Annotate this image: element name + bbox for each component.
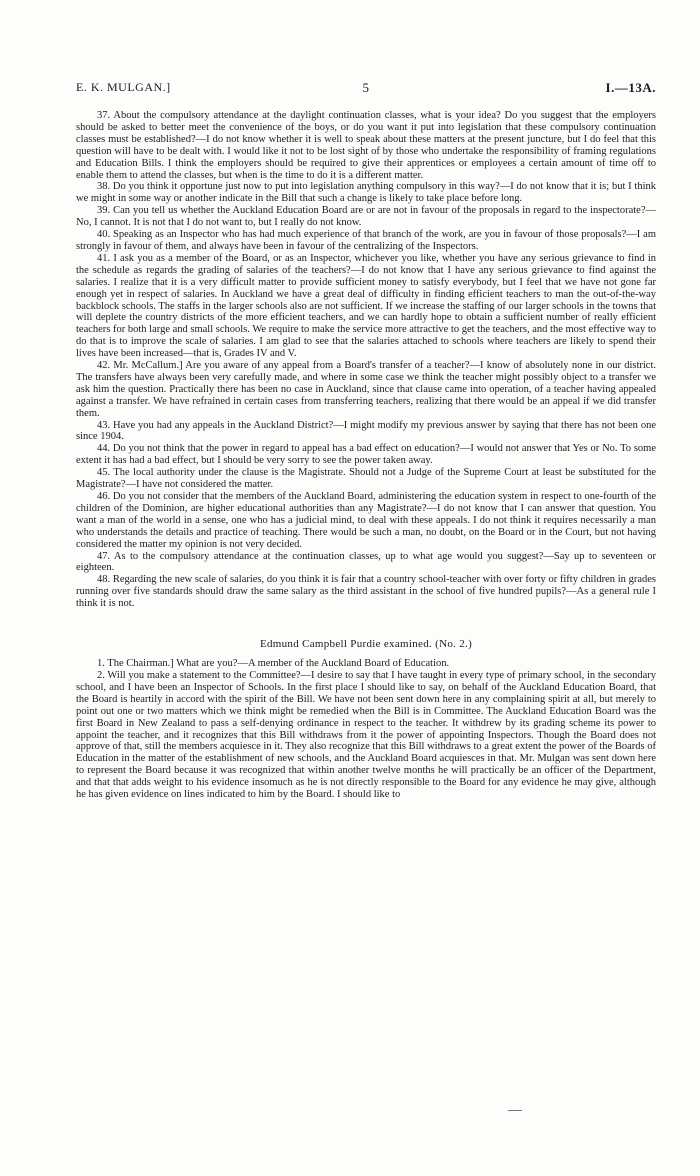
- document-reference: I.—13A.: [605, 80, 656, 95]
- question-38: 38. Do you think it opportune just now to put into legislation anything compulsory in this way?—I do not know that it is; but I think we might in some way or another indicate in the Bill that such a change is likely to take place before long.: [76, 181, 656, 205]
- question-48: 48. Regarding the new scale of salaries, do you think it is fair that a country school-teacher with over forty or fifty children in grades running over five standards should draw the same salary as the third assistant in the school of five hundred pupils?—As a general rule I think it is not.: [76, 574, 656, 610]
- question-45: 45. The local authority under the clause is the Magistrate. Should not a Judge of the Supreme Court at least be substituted for the Magistrate?—I have not considered the matter.: [76, 467, 656, 491]
- witness-heading: Edmund Campbell Purdie examined. (No. 2.): [259, 638, 473, 651]
- witness-question-2: 2. Will you make a statement to the Committee?—I desire to say that I have taught in every type of primary school, in the secondary school, and I have been an Inspector of Schools. In the first place I should like to say, on behalf of the Auckland Education Board, that the Board is heartily in accord with the spirit of the Bill. We have not been sent down here in any complaining spirit at all, but merely to point out one or two matters which we think might be remedied when the Bill is in Committee. The Auckland Education Board was the first Board in New Zealand to pass a self-denying ordinance in respect to the teacher. It withdrew by its grading scheme its power to appoint the teacher, and it recognizes that this Bill withdraws from it the power of appointing Inspectors. Though the Board does not approve of that, still the members acquiesce in it. They also recognize that this Bill withdraws to a great extent the power of the Boards of Education in the matter of the establishment of new schools, and the Auckland Board acquiesces in that. Mr. Mulgan was sent down here to represent the Board because it was recognized that within another twelve months he will practically be an officer of the Department, and that that adds weight to his evidence insomuch as he is not directly responsible to the Board for any evidence he may give, although he has given evidence on lines indicated to him by the Board. I should like to: [76, 669, 656, 801]
- page-number: 5: [362, 80, 370, 95]
- question-47: 47. As to the compulsory attendance at the continuation classes, up to what age would you suggest?—Say up to seventeen or eighteen.: [76, 550, 656, 574]
- question-40: 40. Speaking as an Inspector who has had much experience of that branch of the work, are you in favour of those proposals?—I am strongly in favour of them, and always have been in favour of the centralizing of the Inspectors.: [76, 229, 656, 252]
- question-42: 42. Mr. McCallum.] Are you aware of any appeal from a Board's transfer of a teacher?—I know of absolutely none in our district. The transfers have always been very carefully made, and where in some case we think the teacher might possibly object to a transfer we ask him the question. Practically there has been no case in Auckland, since that clause came into operation, of a teacher having appealed against a transfer. We have refrained in certain cases from transferring teachers, realizing that there would be an appeal if we did transfer them.: [76, 360, 656, 419]
- question-44: 44. Do you not think that the power in regard to appeal has a bad effect on education?—I would not answer that Yes or No. To some extent it has had a bad effect, but I should be very sorry to see the power taken away.: [76, 443, 656, 467]
- document-page: [76, 80, 656, 801]
- question-39: 39. Can you tell us whether the Auckland Education Board are or are not in favour of the proposals in regard to the inspectorate?—No, I cannot. It is not that I do not want to, but I really do not know.: [76, 205, 656, 229]
- header-author: E. K. MULGAN.]: [76, 80, 171, 94]
- question-37: 37. About the compulsory attendance at the daylight continuation classes, what is your idea? Do you suggest that the employers should be asked to better meet the convenience of the boys, or do you want it put into legislation that these compulsory continuation classes must be established?—I do not know whether it is well to speak about these matters at the present juncture, but I do feel that this question will have to be dealt with. I would like it not to be lost sight of by those who undertake the responsibility of framing regulations and Education Bills. I think the employers should be required to give their apprentices or employees a certain amount of time off to enable them to attend the classes, but when is the time to do it is a different matter.: [76, 110, 656, 181]
- page-header: [76, 80, 656, 100]
- question-43: 43. Have you had any appeals in the Auckland District?—I might modify my previous answer by saying that there has not been one since 1904.: [76, 419, 656, 443]
- footer-rule: [508, 1110, 522, 1111]
- page-body: [76, 110, 656, 801]
- question-41: 41. I ask you as a member of the Board, or as an Inspector, whichever you like, whether you have any serious grievance to find in the schedule as regards the grading of salaries of the teachers?—I do not know that I have any serious grievance to find against the salaries. I realize that it is a very difficult matter to provide sufficient money to satisfy everybody, but I feel that we have not gone far enough yet in respect of salaries. In Auckland we have a great deal of difficulty in finding efficient teachers to man the out-of-the-way backblock schools. The staffs in the larger schools also are not sufficient. If we increase the staffing of our larger schools in the towns that will deplete the country districts of the more efficient teachers, and we can hardly hope to obtain a sufficient number of really efficient teachers for both large and small schools. We require to make the service more attractive to get the teachers, and the most effective way to do that is to improve the scale of salaries. I am glad to see that the salaries attached to schools where teachers are likely to spend their lives have been increased—that is, Grades IV and V.: [76, 252, 656, 360]
- question-46: 46. Do you not consider that the members of the Auckland Board, administering the education system in respect to one-fourth of the children of the Dominion, are higher educational authorities than any Magistrate?—I do not know that I can answer that question. You want a man of the world in a sense, one who has a judicial mind, to deal with these appeals. I do not think it requires necessarily a man who understands the details and practice of teaching. There would be such a man, no doubt, on the Board or in the Court, but not having considered the matter my opinion is not very decided.: [76, 491, 656, 550]
- witness-question-1: 1. The Chairman.] What are you?—A member of the Auckland Board of Education.: [97, 658, 450, 670]
